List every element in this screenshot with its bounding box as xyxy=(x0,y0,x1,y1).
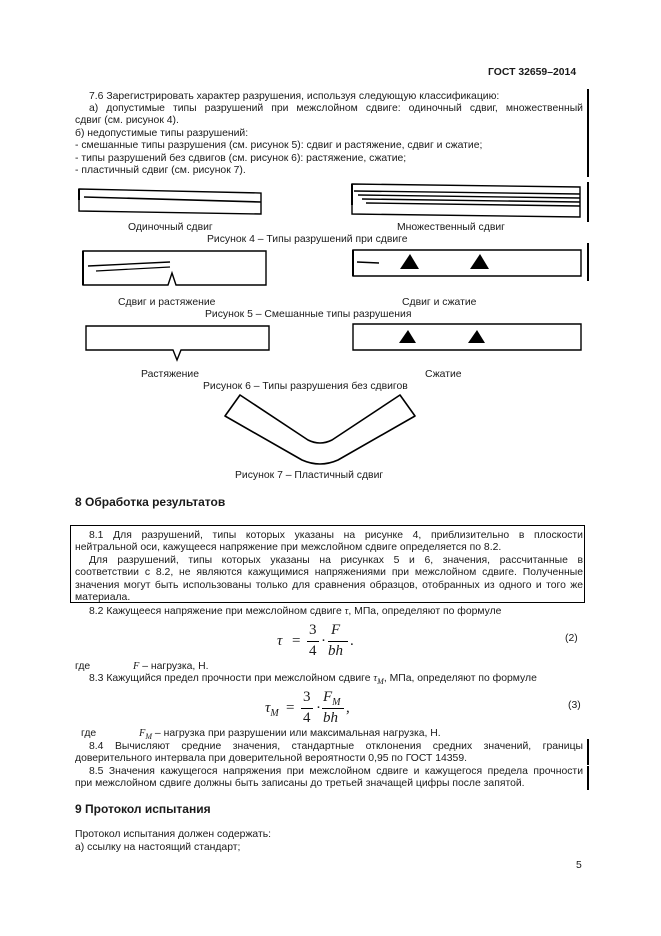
f2-fraction-bar-2 xyxy=(328,641,348,642)
fig5-right-label: Сдвиг и сжатие xyxy=(402,297,477,308)
formula-3-number: (3) xyxy=(568,700,581,711)
change-bar-5 xyxy=(587,766,589,790)
f2-n2: F xyxy=(331,622,341,638)
fig6-compression-drawing xyxy=(349,321,585,353)
fig7-caption: Рисунок 7 – Пластичный сдвиг xyxy=(235,470,384,481)
where1-text: – нагрузка, Н. xyxy=(142,661,209,672)
sec76-line3: сдвиг (см. рисунок 4). xyxy=(75,115,179,126)
where1-symbol: F xyxy=(133,661,140,672)
p81-line6: материала. xyxy=(75,592,131,603)
sec76-line2: а) допустимые типы разрушений при межслойном сдвиге: одиночный сдвиг, множественный xyxy=(89,103,583,114)
f3-lhs-sub: M xyxy=(270,708,279,719)
p82-pre: 8.2 Кажущееся напряжение при межслойном сдвиге xyxy=(89,606,342,617)
f3-d2: bh xyxy=(323,710,338,726)
f2-d2: bh xyxy=(328,643,343,659)
sec9-line2: а) ссылку на настоящий стандарт; xyxy=(75,842,241,853)
f3-eq: = xyxy=(286,700,295,716)
f3-d1: 4 xyxy=(303,710,311,726)
change-bar-2 xyxy=(587,182,589,222)
f3-n1: 3 xyxy=(303,689,311,705)
p81-line2: нейтральной оси, кажущееся напряжение при межслойном сдвиге определяется по 8.2. xyxy=(75,542,502,553)
change-bar-3 xyxy=(587,243,589,281)
p84-line1: 8.4 Вычисляют средние значения, стандартные отклонения средних значений, границы xyxy=(89,741,583,752)
fig6-tension-drawing xyxy=(83,322,273,368)
f3-fraction-bar-1 xyxy=(301,708,313,709)
formula-2 xyxy=(277,622,357,662)
formula-3 xyxy=(265,689,375,729)
sec76-line5: - смешанные типы разрушения (см. рисунок 5): сдвиг и растяжение, сдвиг и сжатие; xyxy=(75,140,483,151)
f2-d1: 4 xyxy=(309,643,317,659)
p85-line2: при межслойном сдвиге должны быть записаны до третьей значащей цифры после запятой. xyxy=(75,778,525,789)
f2-end: . xyxy=(350,633,354,649)
where2-text: – нагрузка при разрушении или максимальная нагрузка, Н. xyxy=(154,728,441,739)
f2-dot: · xyxy=(321,633,326,649)
formula-2-number: (2) xyxy=(565,633,578,644)
f3-dot: · xyxy=(316,700,321,716)
f2-eq: = xyxy=(292,633,301,649)
f3-end: , xyxy=(346,700,350,716)
p83-tau-sub: M xyxy=(377,677,384,686)
p82-line xyxy=(89,605,501,618)
where2-symbol: F xyxy=(139,728,146,739)
p85-line1: 8.5 Значения кажущегося напряжения при межслойном сдвиге и кажущегося предела прочности xyxy=(89,766,583,777)
page-number: 5 xyxy=(576,860,582,871)
f3-lhs-sym: τ xyxy=(265,700,271,716)
p83-line xyxy=(89,672,537,685)
document-id: ГОСТ 32659–2014 xyxy=(488,67,577,78)
p83-post: , МПа, определяют по формуле xyxy=(383,673,537,684)
sec76-line4: б) недопустимые типы разрушений: xyxy=(75,128,249,139)
fig4-single-shear-drawing xyxy=(76,183,266,219)
sec9-line1: Протокол испытания должен содержать: xyxy=(75,829,272,840)
fig5-caption: Рисунок 5 – Смешанные типы разрушения xyxy=(205,309,412,320)
p83-tau: τ xyxy=(373,673,378,684)
p83-pre: 8.3 Кажущийся предел прочности при межслойном сдвиге xyxy=(89,673,371,684)
sec76-line1: 7.6 Зарегистрировать характер разрушения, используя следующую классификацию: xyxy=(89,91,500,102)
fig5-shear-compression-drawing xyxy=(349,247,585,279)
fig4-multiple-shear-drawing xyxy=(348,181,584,221)
p81-line1: 8.1 Для разрушений, типы которых указаны на рисунке 4, приблизительно в плоскости xyxy=(89,530,583,541)
fig4-caption: Рисунок 4 – Типы разрушений при сдвиге xyxy=(207,234,408,245)
where2-symbol-sub: M xyxy=(145,732,153,741)
fig6-left-label: Растяжение xyxy=(141,369,199,380)
section9-title: 9 Протокол испытания xyxy=(75,802,211,816)
fig7-plastic-shear-drawing xyxy=(222,392,418,466)
fig5-shear-tension-drawing xyxy=(80,247,270,289)
p82-tau: τ xyxy=(344,606,349,617)
where2-word: где xyxy=(81,728,97,739)
p81-line5: значения могут быть использованы только для сравнения образцов, отобранных из одного и того же xyxy=(75,580,583,591)
f2-n1: 3 xyxy=(309,622,317,638)
fig6-right-label: Сжатие xyxy=(425,369,462,380)
f3-n2 xyxy=(323,689,341,706)
sec76-line7: - пластичный сдвиг (см. рисунок 7). xyxy=(75,165,246,176)
change-bar-1 xyxy=(587,89,589,177)
f3-lhs xyxy=(265,700,279,717)
change-bar-4 xyxy=(587,739,589,765)
p84-line2: доверительного интервала при доверительной вероятности 0,95 по ГОСТ 14359. xyxy=(75,753,468,764)
where1-word: где xyxy=(75,661,91,672)
f2-lhs: τ xyxy=(277,633,283,649)
where2-def xyxy=(139,727,441,740)
fig4-left-label: Одиночный сдвиг xyxy=(128,222,213,233)
f2-fraction-bar-1 xyxy=(307,641,319,642)
f3-n2-sub: M xyxy=(332,697,341,708)
section8-title: 8 Обработка результатов xyxy=(75,495,226,509)
sec76-line6: - типы разрушений без сдвигов (см. рисунок 6): растяжение, сжатие; xyxy=(75,153,407,164)
f3-fraction-bar-2 xyxy=(322,708,344,709)
fig5-left-label: Сдвиг и растяжение xyxy=(118,297,216,308)
p81-line3: Для разрушений, типы которых указаны на рисунках 5 и 6, значения, рассчитанные в xyxy=(89,555,583,566)
p81-line4: соответствии с 8.2, не являются кажущимися напряжениями при межслойном сдвиге. Полученные xyxy=(75,567,583,578)
f3-n2-sym: F xyxy=(323,689,333,705)
fig4-right-label: Множественный сдвиг xyxy=(397,222,505,233)
p82-post: , МПа, определяют по формуле xyxy=(348,606,502,617)
fig6-caption: Рисунок 6 – Типы разрушения без сдвигов xyxy=(203,381,408,392)
